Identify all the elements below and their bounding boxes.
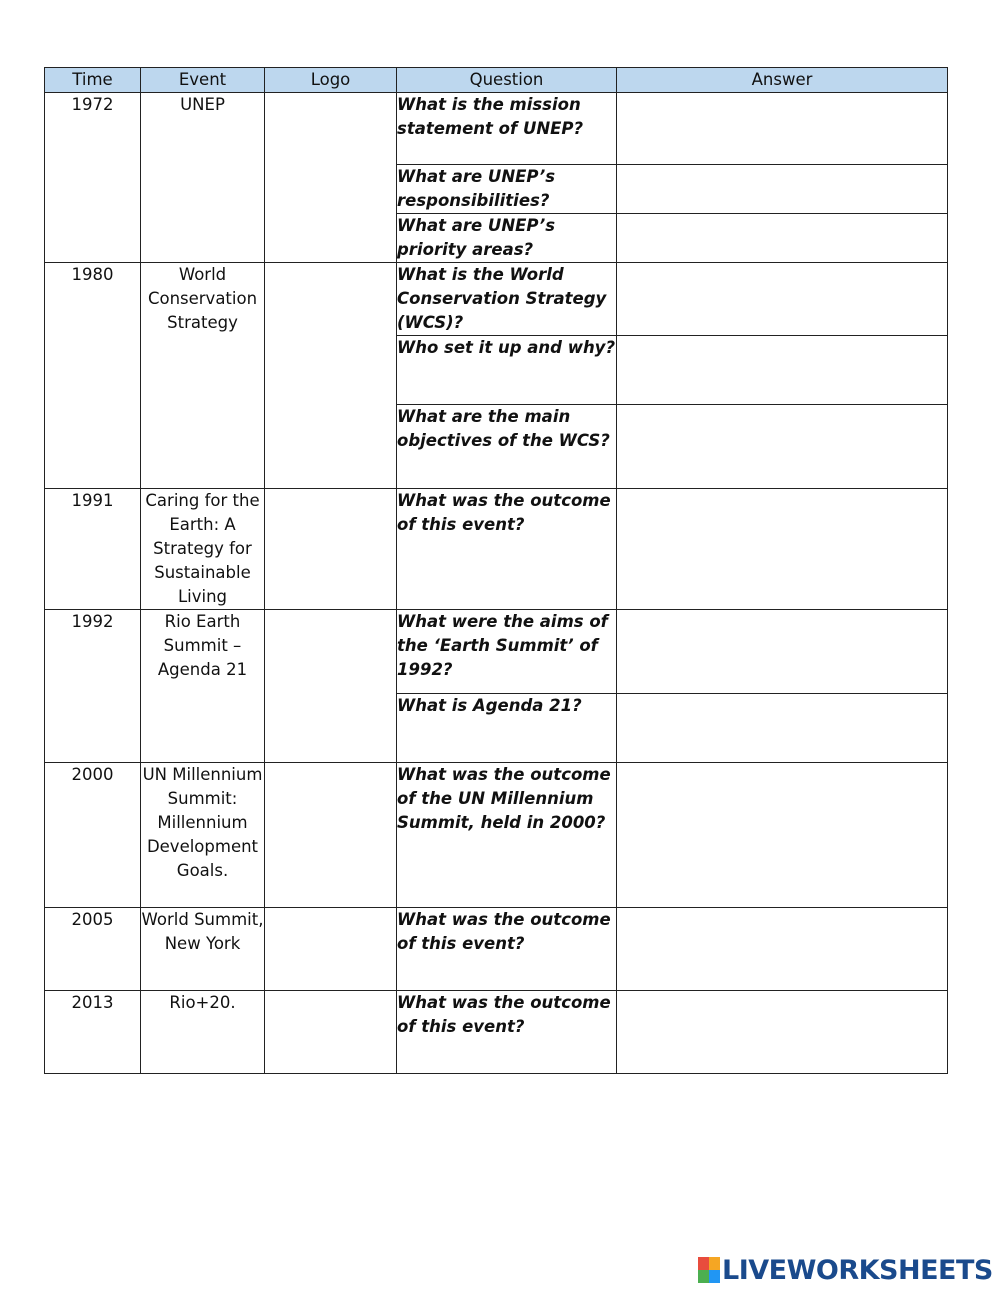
table-row — [45, 763, 948, 908]
question-cell: What was the outcome of this event? — [397, 991, 617, 1074]
event-cell: UN Millennium Summit: Millennium Development Goals. — [141, 763, 265, 908]
answer-field[interactable] — [617, 610, 948, 694]
answer-field[interactable] — [617, 405, 948, 489]
event-cell: World Summit, New York — [141, 908, 265, 991]
logo-drop-cell[interactable] — [265, 610, 397, 763]
header-row — [45, 68, 948, 93]
header-question: Question — [397, 68, 617, 93]
table-row — [45, 93, 948, 165]
answer-field[interactable] — [617, 763, 948, 908]
logo-drop-cell[interactable] — [265, 263, 397, 489]
question-cell: What were the aims of the ‘Earth Summit’ of 1992? — [397, 610, 617, 694]
event-cell: UNEP — [141, 93, 265, 263]
event-cell: World Conservation Strategy — [141, 263, 265, 489]
question-cell: What was the outcome of this event? — [397, 489, 617, 610]
header-answer: Answer — [617, 68, 948, 93]
answer-field[interactable] — [617, 165, 948, 214]
event-cell: Caring for the Earth: A Strategy for Sustainable Living — [141, 489, 265, 610]
time-cell: 1980 — [45, 263, 141, 489]
brand-name: LIVEWORKSHEETS — [722, 1254, 993, 1286]
time-cell: 2013 — [45, 991, 141, 1074]
logo-drop-cell[interactable] — [265, 991, 397, 1074]
answer-field[interactable] — [617, 93, 948, 165]
header-time: Time — [45, 68, 141, 93]
answer-field[interactable] — [617, 908, 948, 991]
table-row — [45, 908, 948, 991]
header-event: Event — [141, 68, 265, 93]
time-cell: 2000 — [45, 763, 141, 908]
header-logo: Logo — [265, 68, 397, 93]
table-row — [45, 489, 948, 610]
logo-drop-cell[interactable] — [265, 489, 397, 610]
question-cell: What are UNEP’s responsibilities? — [397, 165, 617, 214]
answer-field[interactable] — [617, 336, 948, 405]
answer-field[interactable] — [617, 489, 948, 610]
answer-field[interactable] — [617, 694, 948, 763]
time-cell: 2005 — [45, 908, 141, 991]
table-row — [45, 991, 948, 1074]
liveworksheets-brand[interactable] — [698, 1254, 993, 1286]
question-cell: What is Agenda 21? — [397, 694, 617, 763]
question-cell: What was the outcome of the UN Millennium Summit, held in 2000? — [397, 763, 617, 908]
event-cell: Rio+20. — [141, 991, 265, 1074]
table-row — [45, 610, 948, 694]
logo-drop-cell[interactable] — [265, 908, 397, 991]
time-cell: 1972 — [45, 93, 141, 263]
question-cell: What is the mission statement of UNEP? — [397, 93, 617, 165]
answer-field[interactable] — [617, 991, 948, 1074]
event-cell: Rio Earth Summit – Agenda 21 — [141, 610, 265, 763]
table-row — [45, 263, 948, 336]
time-cell: 1991 — [45, 489, 141, 610]
question-cell: What are UNEP’s priority areas? — [397, 214, 617, 263]
question-cell: What was the outcome of this event? — [397, 908, 617, 991]
time-cell: 1992 — [45, 610, 141, 763]
answer-field[interactable] — [617, 214, 948, 263]
logo-drop-cell[interactable] — [265, 763, 397, 908]
question-cell: What is the World Conservation Strategy (WCS)? — [397, 263, 617, 336]
answer-field[interactable] — [617, 263, 948, 336]
liveworksheets-logo-icon — [698, 1257, 720, 1283]
logo-drop-cell[interactable] — [265, 93, 397, 263]
timeline-worksheet-table — [44, 67, 948, 1074]
question-cell: What are the main objectives of the WCS? — [397, 405, 617, 489]
question-cell: Who set it up and why? — [397, 336, 617, 405]
